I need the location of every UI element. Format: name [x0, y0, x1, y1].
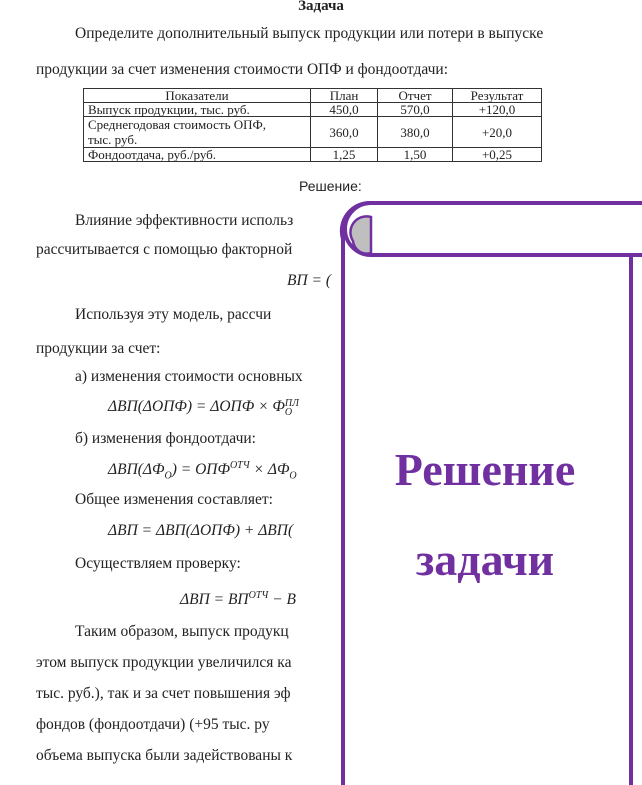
formula-check [180, 590, 296, 609]
paragraph-line: этом выпуск продукции увеличился ка [36, 654, 292, 671]
table-cell: +0,25 [453, 148, 542, 162]
paragraph-line: тыс. руб.), так и за счет повышения эф [36, 685, 291, 702]
table-cell: Выпуск продукции, тыс. руб. [84, 103, 311, 117]
table-cell: 1,50 [378, 148, 453, 162]
formula-a [108, 398, 299, 417]
formula-text: × ΔФ [249, 461, 290, 479]
paragraph-line: рассчитывается с помощью факторной [36, 241, 293, 258]
solution-heading: Решение: [299, 178, 362, 194]
paragraph-line: фондов (фондоотдачи) (+95 тыс. ру [36, 716, 270, 733]
formula-superscript: ПЛ [284, 398, 299, 409]
paragraph-line: Таким образом, выпуск продукц [75, 623, 289, 640]
formula-text: ΔВП = ВП [180, 591, 249, 609]
table-header: Отчет [378, 89, 453, 103]
page-title: Задача [298, 0, 344, 14]
formula-subscript: О [284, 407, 293, 418]
table-cell: 360,0 [311, 117, 378, 148]
paragraph-line: объема выпуска были задействованы к [36, 747, 293, 764]
formula-superscript: ОТЧ [229, 460, 250, 471]
table-cell: 1,25 [311, 148, 378, 162]
table-cell: 380,0 [378, 117, 453, 148]
paragraph-line: Используя эту модель, рассчи [75, 306, 272, 323]
table-row [84, 148, 542, 162]
table-cell: +120,0 [453, 103, 542, 117]
table-header: План [311, 89, 378, 103]
formula-text: ΔВП(ΔОПФ) = ΔОПФ × Ф [108, 398, 285, 415]
paragraph-line: Влияние эффективности использ [75, 212, 294, 229]
table-cell: 570,0 [378, 103, 453, 117]
intro-line-1: Определите дополнительный выпуск продукции или потери в выпуске [75, 25, 544, 42]
table-row [84, 117, 542, 148]
intro-line-2: продукции за счет изменения стоимости ОПФ и фондоотдачи: [36, 61, 449, 78]
table-row [84, 103, 542, 117]
table-cell-line: тыс. руб. [88, 132, 138, 147]
banner-line-1: Решение [394, 444, 576, 495]
paragraph-line: Общее изменения составляет: [75, 491, 273, 508]
paragraph-line: Осуществляем проверку: [75, 555, 241, 572]
formula-main: ВП = ( [287, 272, 332, 289]
banner-line-2: задачи [415, 534, 555, 585]
formula-text: ΔВП(ΔФ [108, 461, 165, 479]
formula-text: ) = ОПФ [171, 461, 230, 479]
list-item-a: а) изменения стоимости основных [75, 368, 303, 385]
table-header: Результат [453, 89, 542, 103]
paragraph-line: продукции за счет: [36, 340, 161, 357]
indicators-table [83, 88, 542, 162]
formula-subscript: О [164, 470, 172, 482]
formula-b [108, 460, 297, 481]
scroll-banner [335, 195, 642, 785]
table-cell: Фондоотдача, руб./руб. [84, 148, 311, 162]
table-header: Показатели [84, 89, 311, 103]
formula-subscript: О [289, 470, 297, 482]
table-cell-line: Среднегодовая стоимость ОПФ, [88, 117, 267, 132]
formula-text: − В [268, 591, 297, 609]
list-item-b: б) изменения фондоотдачи: [75, 430, 256, 447]
table-header-row [84, 89, 542, 103]
formula-superscript: ОТЧ [248, 590, 269, 601]
formula-total: ΔВП = ΔВП(ΔОПФ) + ΔВП( [108, 522, 294, 539]
table-cell: +20,0 [453, 117, 542, 148]
table-cell [84, 117, 311, 148]
table-cell: 450,0 [311, 103, 378, 117]
